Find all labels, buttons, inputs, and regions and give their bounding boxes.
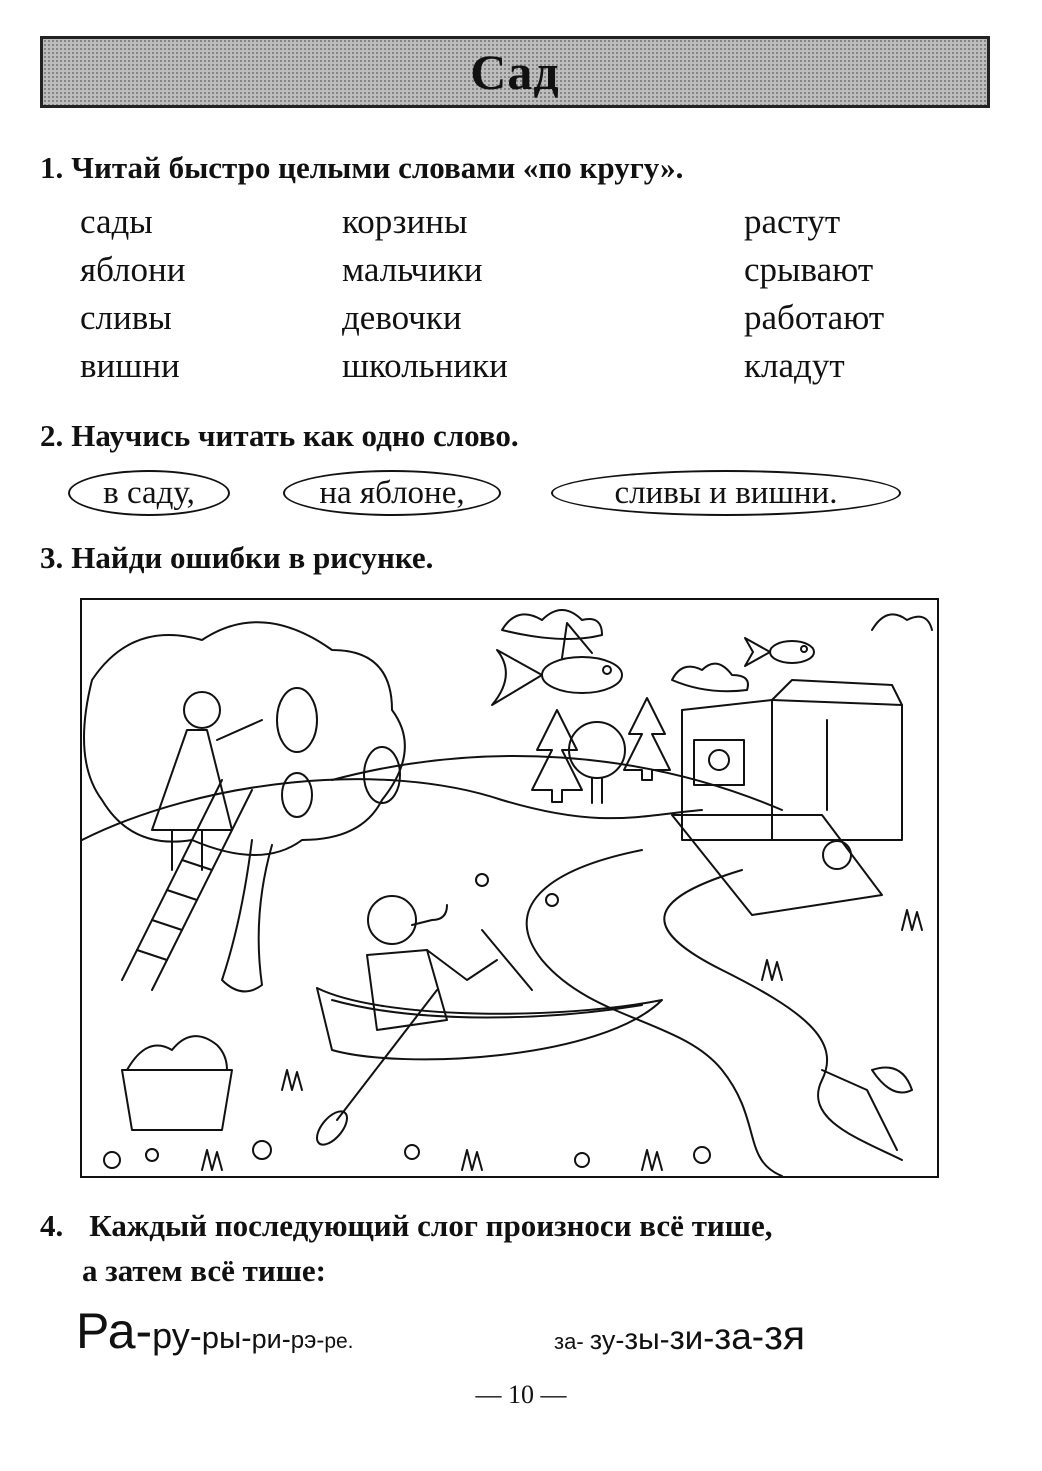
task-3-heading xyxy=(40,540,433,576)
task-number: 3. xyxy=(40,540,64,575)
task-4-heading xyxy=(40,1208,772,1244)
phrase-oval: на яблоне, xyxy=(283,470,501,516)
word: мальчики xyxy=(342,250,483,289)
word: срывают xyxy=(744,250,874,289)
page-title: Сад xyxy=(470,44,560,100)
task-number: 4. xyxy=(40,1208,64,1243)
oar-icon xyxy=(482,930,532,990)
task-text: Каждый последующий слог произноси всё тише, xyxy=(89,1208,773,1243)
ladder-icon xyxy=(122,780,252,990)
syllable: Ра- xyxy=(76,1303,153,1359)
word: школьники xyxy=(342,346,508,385)
phrase-oval: сливы и вишни. xyxy=(551,470,901,516)
syllable: ру- xyxy=(152,1315,202,1356)
girl-icon xyxy=(152,692,262,870)
syllable: зи- xyxy=(669,1319,715,1356)
boat-icon xyxy=(317,988,662,1059)
syllable: ры- xyxy=(201,1320,252,1355)
task-number: 2. xyxy=(40,418,64,453)
grass-icon xyxy=(202,910,922,1170)
word: яблони xyxy=(80,250,186,289)
syllable: ри- xyxy=(251,1324,291,1354)
word: работают xyxy=(744,298,885,337)
axe-icon xyxy=(822,1068,912,1151)
syllable-sequence-1 xyxy=(76,1302,354,1360)
oar-blade-icon xyxy=(311,1106,352,1149)
man-icon xyxy=(367,896,497,1030)
task-number: 1. xyxy=(40,150,64,185)
task-2-heading xyxy=(40,418,519,454)
syllable: за- xyxy=(554,1329,584,1354)
garden-illustration xyxy=(80,598,939,1178)
syllable-sequence-2 xyxy=(554,1312,805,1359)
word: сады xyxy=(80,202,153,241)
syllable: рэ- xyxy=(290,1327,325,1354)
syllable: за- xyxy=(714,1316,765,1357)
task-1-heading xyxy=(40,150,683,186)
flower-icon xyxy=(104,874,710,1168)
task-text: Научись читать как одно слово. xyxy=(71,418,519,453)
wheel-icon xyxy=(823,841,851,869)
syllable: ре. xyxy=(324,1330,354,1353)
title-bar xyxy=(40,36,990,108)
syllable: зя xyxy=(764,1312,806,1358)
task-text: Найди ошибки в рисунке. xyxy=(71,540,434,575)
word: девочки xyxy=(342,298,462,337)
river-line xyxy=(664,870,902,1160)
basket-icon xyxy=(122,1036,232,1130)
task-4-line2: а затем всё тише: xyxy=(82,1253,326,1288)
syllable: зу- xyxy=(589,1325,625,1355)
stone-path xyxy=(672,815,882,915)
syllable: зы- xyxy=(624,1323,670,1356)
page-number: — 10 — xyxy=(475,1380,567,1409)
river-line xyxy=(527,850,782,1176)
fish-icon xyxy=(745,638,814,666)
phrase-oval: в саду, xyxy=(68,470,230,516)
task-text: Читай быстро целыми словами «по кругу». xyxy=(71,150,684,185)
word: растут xyxy=(744,202,841,241)
word: кладут xyxy=(744,346,845,385)
word: корзины xyxy=(342,202,468,241)
word: сливы xyxy=(80,298,172,337)
word: вишни xyxy=(80,346,180,385)
